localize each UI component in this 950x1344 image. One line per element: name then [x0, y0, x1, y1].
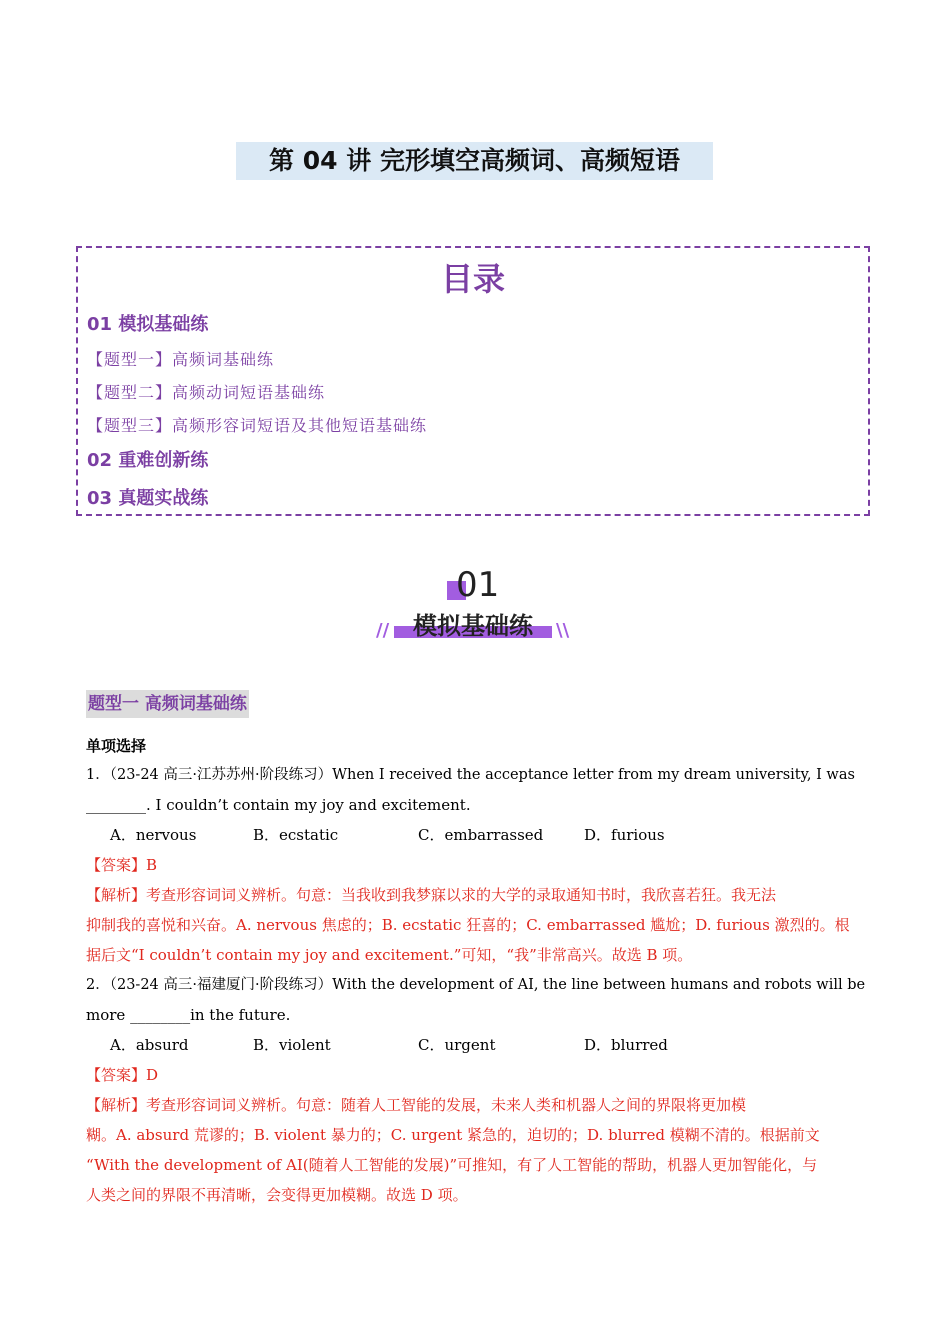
question-2-option-b: B．violent	[253, 1036, 331, 1054]
right-slash-decoration: \\	[556, 620, 570, 641]
section-title: 模拟基础练	[413, 612, 533, 640]
question-kind-label: 单项选择	[86, 737, 147, 755]
question-1-analysis-line2: 抑制我的喜悦和兴奋。A. nervous 焦虑的；B. ecstatic 狂喜的；C. embarrassed 尴尬；D. furious 激烈的。根	[86, 916, 850, 934]
toc-subitem-2[interactable]: 【题型二】高频动词短语基础练	[87, 383, 326, 402]
toc-section-1[interactable]: 01 模拟基础练	[87, 314, 209, 335]
question-2-analysis-line3: “With the development of AI(随着人工智能的发展)”可推知，有了人工智能的帮助，机器人更加智能化，与	[86, 1156, 818, 1174]
question-1-option-c: C．embarrassed	[418, 826, 544, 844]
question-2-analysis-line2: 糊。A. absurd 荒谬的；B. violent 暴力的；C. urgent 紧急的，迫切的；D. blurred 模糊不清的。根据前文	[86, 1126, 820, 1144]
toc-section-3[interactable]: 03 真题实战练	[87, 488, 209, 509]
question-2-analysis-line1: 【解析】考查形容词词义辨析。句意：随着人工智能的发展，未来人类和机器人之间的界限将更加模	[86, 1096, 747, 1114]
question-1-option-b: B．ecstatic	[253, 826, 339, 844]
toc-heading: 目录	[440, 260, 505, 298]
toc-section-2[interactable]: 02 重难创新练	[87, 450, 209, 471]
question-2-stem-line1: 2．（23-24 高三·福建厦门·阶段练习）With the development of AI, the line between humans and robots will be	[86, 977, 866, 993]
question-type-heading: 题型一 高频词基础练	[86, 690, 249, 718]
question-2-option-c: C．urgent	[418, 1036, 496, 1054]
question-2-option-a: A．absurd	[110, 1036, 189, 1054]
question-1-analysis-line3: 据后文“I couldn’t contain my joy and excitement.”可知，“我”非常高兴。故选 B 项。	[86, 946, 693, 964]
question-1-analysis-line1: 【解析】考查形容词词义辨析。句意：当我收到我梦寐以求的大学的录取通知书时，我欣喜若狂。我无法	[86, 886, 777, 904]
question-1-answer: 【答案】B	[86, 856, 158, 874]
left-slash-decoration: //	[376, 620, 390, 641]
section-number: 01	[456, 565, 500, 605]
question-2-answer: 【答案】D	[86, 1066, 159, 1084]
question-2-analysis-line4: 人类之间的界限不再清晰，会变得更加模糊。故选 D 项。	[86, 1186, 468, 1204]
question-2-stem-line2: more ________in the future.	[86, 1006, 291, 1024]
table-of-contents	[76, 246, 870, 516]
question-1-option-a: A．nervous	[110, 826, 197, 844]
question-2-option-d: D．blurred	[584, 1036, 668, 1054]
question-1-option-d: D．furious	[584, 826, 665, 844]
toc-subitem-1[interactable]: 【题型一】高频词基础练	[87, 350, 275, 369]
question-1-stem-line2: ________. I couldn’t contain my joy and excitement.	[86, 796, 471, 814]
toc-subitem-3[interactable]: 【题型三】高频形容词短语及其他短语基础练	[87, 416, 428, 435]
page-title: 第 04 讲 完形填空高频词、高频短语	[236, 142, 713, 180]
question-1-stem-line1: 1．（23-24 高三·江苏苏州·阶段练习）When I received the acceptance letter from my dream university, I was	[86, 767, 855, 783]
